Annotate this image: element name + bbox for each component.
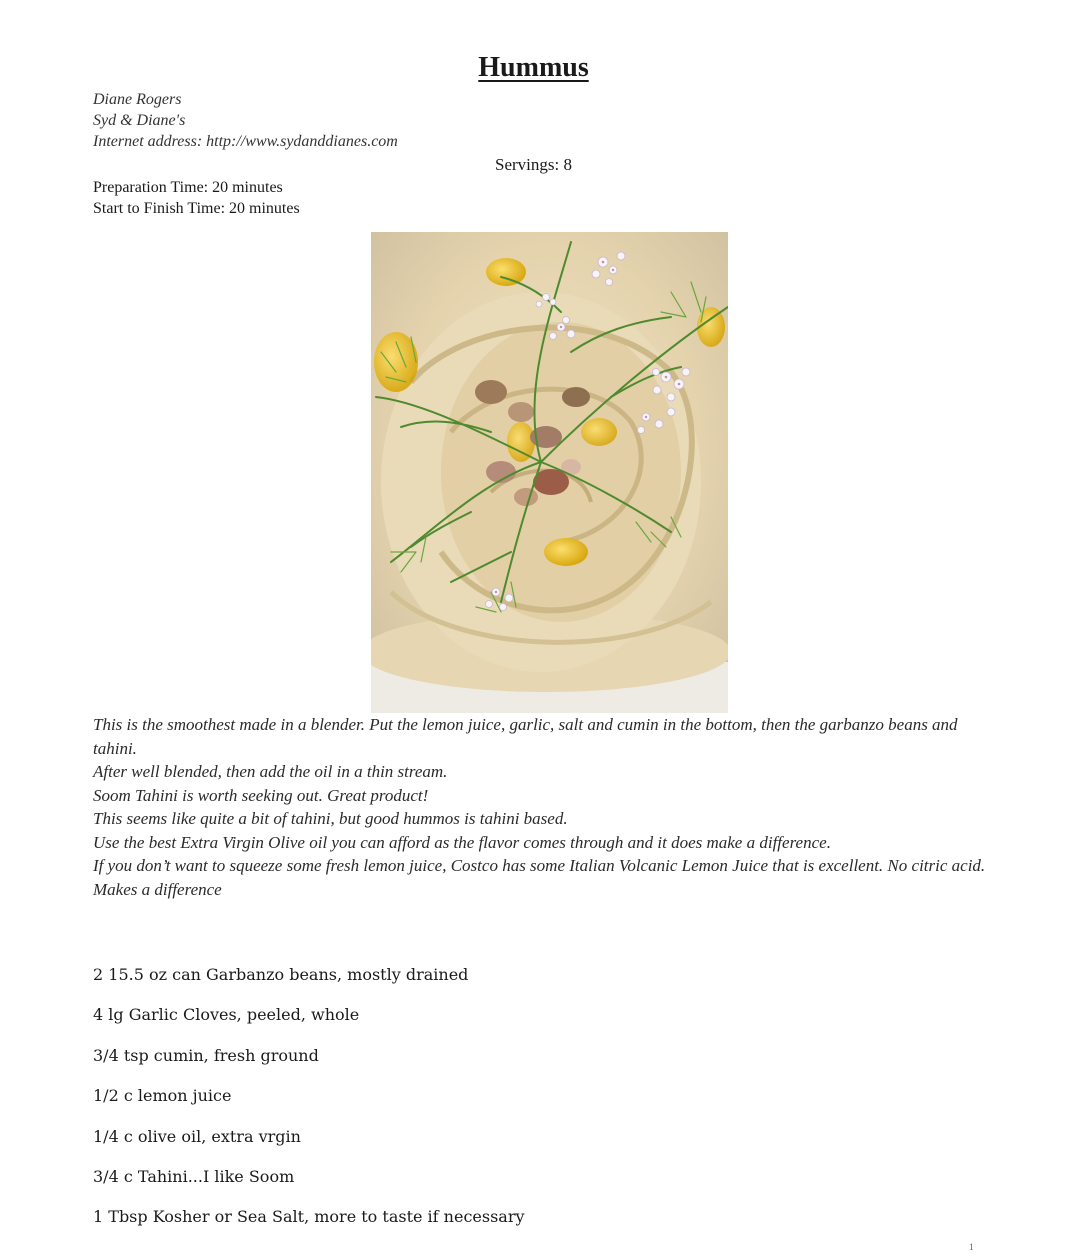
- note-line: This seems like quite a bit of tahini, but good hummos is tahini based.: [93, 809, 568, 828]
- hummus-photo-drawing: [371, 232, 728, 713]
- notes-block: [93, 713, 988, 901]
- total-time: Start to Finish Time: 20 minutes: [93, 200, 300, 217]
- note-line: This is the smoothest made in a blender. Put the lemon juice, garlic, salt and cumin in the bottom, then the garbanzo beans and tahini.: [93, 715, 958, 758]
- note-line: Soom Tahini is worth seeking out. Great product!: [93, 785, 429, 805]
- ingredient-item: 3/4 c Tahini...I like Soom: [93, 1166, 295, 1186]
- note-line: After well blended, then add the oil in a thin stream.: [93, 762, 448, 781]
- source-name: Syd & Diane's: [93, 112, 186, 129]
- time-block: [93, 177, 300, 219]
- ingredient-item: 4 lg Garlic Cloves, peeled, whole: [93, 1005, 360, 1025]
- page-number: 1: [969, 1242, 974, 1252]
- ingredient-list: [93, 963, 525, 1246]
- ingredient-item: 3/4 tsp cumin, fresh ground: [93, 1045, 319, 1065]
- ingredient-item: 2 15.5 oz can Garbanzo beans, mostly drained: [93, 965, 469, 984]
- author-name: Diane Rogers: [93, 91, 182, 108]
- ingredient-item: 1 Tbsp Kosher or Sea Salt, more to taste if necessary: [93, 1207, 525, 1227]
- recipe-title: Hummus: [478, 52, 589, 83]
- ingredient-item: 1/2 c lemon juice: [93, 1086, 232, 1106]
- prep-time: Preparation Time: 20 minutes: [93, 179, 283, 196]
- hummus-photo: [371, 232, 728, 713]
- author-block: [93, 89, 398, 152]
- ingredient-item: 1/4 c olive oil, extra vrgin: [93, 1126, 301, 1146]
- internet-address: Internet address: http://www.sydanddianes.com: [93, 133, 398, 150]
- note-line: Use the best Extra Virgin Olive oil you can afford as the flavor comes through and it does make a difference.: [93, 832, 831, 852]
- note-line: If you don’t want to squeeze some fresh lemon juice, Costco has some Italian Volcanic Lemon Juice that is excellent. No citric acid. Makes a difference: [93, 856, 986, 899]
- servings: Servings: 8: [495, 155, 572, 174]
